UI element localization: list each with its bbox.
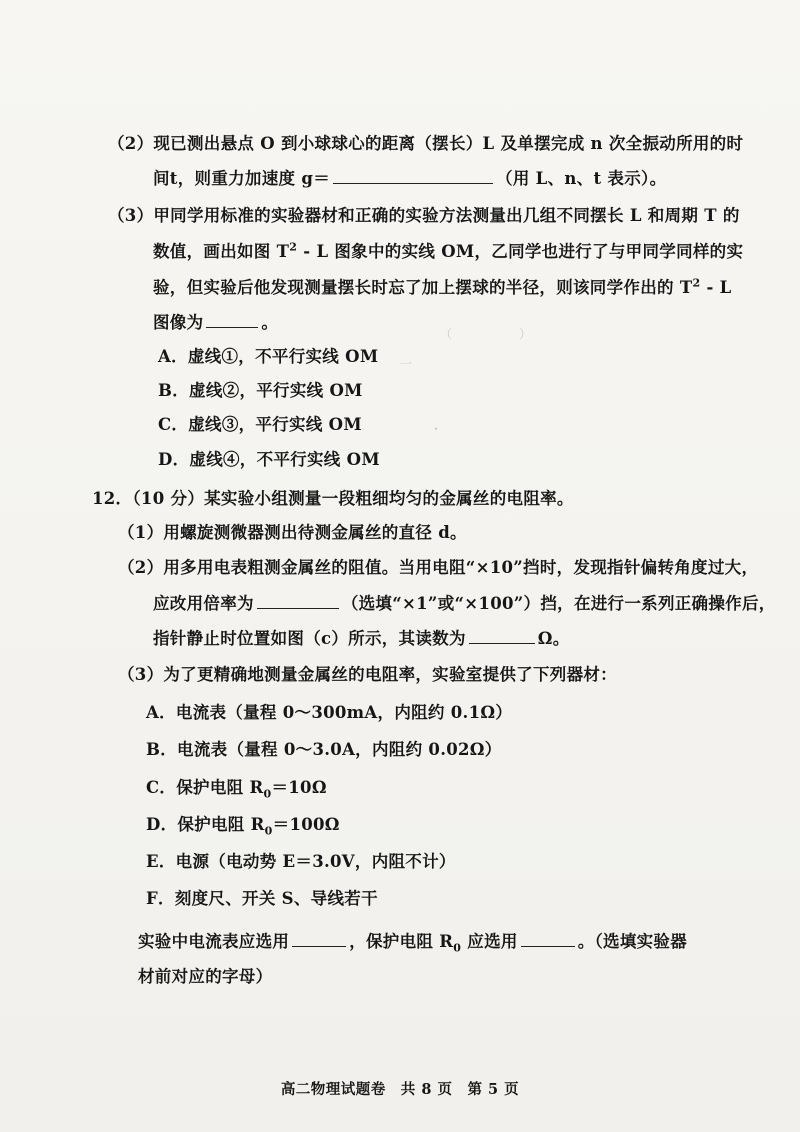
q12-part3: （3）为了更精确地测量金属丝的电阻率，实验室提供了下列器材： [118,665,617,684]
q11-part3-text: - L 图象中的实线 OM，乙同学也进行了与甲同学同样的实 [297,242,744,261]
subscript: 0 [453,941,462,955]
q12-part2-text: （选填“×1”或“×100”）挡，在进行一系列正确操作后， [341,594,776,613]
q11-part3-text: 图像为 [153,313,204,332]
selection-text: ，保护电阻 R [349,932,454,951]
subscript: 0 [263,787,272,801]
answer-blank-ammeter[interactable] [292,931,346,947]
equipment-text: C．保护电阻 R [146,778,264,797]
q12-part2-line2 [153,593,776,615]
answer-blank-reading[interactable] [469,628,535,644]
q11-part3-line1: （3）甲同学用标准的实验器材和正确的实验方法测量出几组不同摆长 L 和周期 T 的 [108,206,740,225]
equipment-text: ＝10Ω [271,778,327,797]
q11-part2-line2 [153,168,666,190]
answer-blank-multiplier[interactable] [257,593,339,609]
q11-part3-text: - L [700,278,732,297]
superscript: 2 [289,240,298,254]
q11-option-d[interactable]: D．虚线④，不平行实线 OM [158,450,380,469]
equipment-c [146,777,327,799]
q11-part3-text: 数值，画出如图 T [153,242,290,261]
equipment-f: F．刻度尺、开关 S、导线若干 [146,889,378,908]
q11-part2-hint: （用 L、n、t 表示）。 [496,169,667,188]
equipment-text: ＝100Ω [272,815,340,834]
superscript: 2 [692,276,701,290]
q11-option-b[interactable]: B．虚线②，平行实线 OM [158,381,363,400]
subscript: 0 [264,824,273,838]
q11-part3-text: 。 [261,313,279,332]
q11-part3-line4 [153,312,278,334]
bleed-through-mark: 一 [400,357,492,371]
q12-part2-text: 指针静止时位置如图（c）所示，其读数为 [153,629,466,648]
q12-title: 12．（10 分）某实验小组测量一段粗细均匀的金属丝的电阻率。 [92,489,574,508]
equipment-a: A．电流表（量程 0～300mA，内阻约 0.1Ω） [146,703,513,722]
q12-part2-line1: （2）用多用电表粗测金属丝的阻值。当用电阻“×10”挡时，发现指针偏转角度过大， [118,558,759,577]
q12-selection-line2: 材前对应的字母） [138,967,273,986]
page-footer: 高二物理试题卷 共 8 页 第 5 页 [280,1081,520,1098]
q11-part2-text: 间t，则重力加速度 g＝ [153,169,331,188]
selection-text: 应选用 [461,932,518,951]
q11-option-c[interactable]: C．虚线③，平行实线 OM [158,415,362,434]
answer-blank-graph[interactable] [206,312,258,328]
q11-part3-line3 [153,277,732,299]
q11-option-a[interactable]: A．虚线①，不平行实线 OM [158,347,379,366]
answer-blank-g[interactable] [333,168,493,184]
equipment-b: B．电流表（量程 0～3.0A，内阻约 0.02Ω） [146,740,502,759]
q11-part2-line1: （2）现已测出悬点 O 到小球球心的距离（摆长）L 及单摆完成 n 次全振动所用的时 [108,134,744,153]
q12-selection-line1 [138,931,687,953]
q11-part3-line2 [153,241,743,263]
q12-part2-line3 [153,628,570,650]
q12-part2-text: Ω。 [537,629,570,648]
q11-part3-text: 验，但实验后他发现测量摆长时忘了加上摆球的半径，则该同学作出的 T [153,278,693,297]
equipment-text: D．保护电阻 R [146,815,265,834]
equipment-d [146,814,340,836]
selection-text: 实验中电流表应选用 [138,932,290,951]
answer-blank-resistor[interactable] [521,931,575,947]
q12-part2-text: 应改用倍率为 [153,594,254,613]
q12-part1: （1）用螺旋测微器测出待测金属丝的直径 d。 [118,523,467,542]
selection-text: 。（选填实验器 [577,932,688,951]
equipment-e: E．电源（电动势 E＝3.0V，内阻不计） [146,852,456,871]
bleed-through-mark: ・ [430,422,522,436]
bleed-through-mark: （ ） [440,327,532,341]
